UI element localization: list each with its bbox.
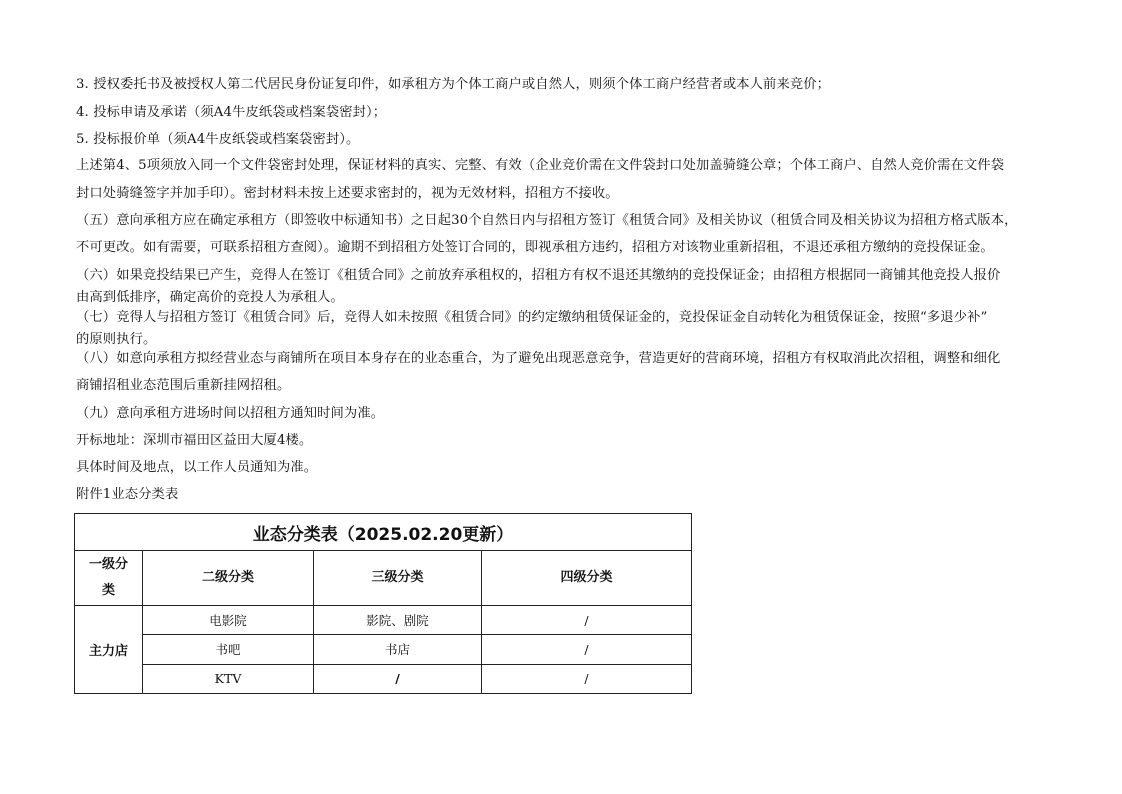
text-line: 不可更改。如有需要，可联系招租方查阅）。逾期不到招租方处签订合同的，即视承租方违约，招租方对该物业重新招租，不退还承租方缴纳的竞投保证金。 xyxy=(76,240,994,255)
table-cell: / xyxy=(482,635,692,664)
text-line: 商铺招租业态范围后重新挂网招租。 xyxy=(76,378,291,393)
text-line: 4. 投标申请及承诺（须A4牛皮纸袋或档案袋密封）； xyxy=(76,105,387,120)
table-cell: 书吧 xyxy=(143,635,314,664)
header-level3: 三级分类 xyxy=(314,551,482,606)
table-row xyxy=(75,606,692,635)
text-line: 3. 授权委托书及被授权人第二代居民身份证复印件，如承租方为个体工商户或自然人，则须个体工商户经营者或本人前来竞价； xyxy=(76,77,831,92)
table-cell: 影院、剧院 xyxy=(314,606,482,635)
text-line: （八）如意向承租方拟经营业态与商铺所在项目本身存在的业态重合，为了避免出现恶意竞争，营造更好的营商环境，招租方有权取消此次招租，调整和细化 xyxy=(76,351,1001,366)
text-line: 封口处骑缝签字并加手印）。密封材料未按上述要求密封的，视为无效材料，招租方不接收。 xyxy=(76,186,619,201)
header-level4: 四级分类 xyxy=(482,551,692,606)
table-row xyxy=(75,664,692,693)
table-cell: 电影院 xyxy=(143,606,314,635)
text-line: （六）如果竞投结果已产生，竞得人在签订《租赁合同》之前放弃承租权的，招租方有权不退还其缴纳的竞投保证金；由招租方根据同一商铺其他竞投人报价 xyxy=(76,268,1001,283)
table-title: 业态分类表（2025.02.20更新） xyxy=(75,514,692,551)
header-level1-line2: 类 xyxy=(101,583,115,599)
text-line: （五）意向承租方应在确定承租方（即签收中标通知书）之日起30个自然日内与招租方签订《租赁合同》及相关协议（租赁合同及相关协议为招租方格式版本， xyxy=(76,213,1018,228)
table-cell: / xyxy=(482,606,692,635)
header-level2: 二级分类 xyxy=(143,551,314,606)
table-row xyxy=(75,635,692,664)
level1-cell: 主力店 xyxy=(75,606,143,694)
text-line: 具体时间及地点，以工作人员通知为准。 xyxy=(76,460,318,475)
text-line: 上述第4、5项须放入同一个文件袋密封处理，保证材料的真实、完整、有效（企业竞价需在文件袋封口处加盖骑缝公章；个体工商户、自然人竞价需在文件袋 xyxy=(76,158,1005,173)
text-line: 由高到低排序，确定高价的竞投人为承租人。 xyxy=(76,290,344,305)
business-category-table xyxy=(74,513,692,694)
text-line: （七）竞得人与招租方签订《租赁合同》后，竞得人如未按照《租赁合同》的约定缴纳租赁保证金的，竞投保证金自动转化为租赁保证金，按照“多退少补” xyxy=(76,310,988,325)
table-cell: / xyxy=(314,664,482,693)
header-level1 xyxy=(75,551,143,606)
text-line: 的原则执行。 xyxy=(76,332,157,347)
text-line: （九）意向承租方进场时间以招租方通知时间为准。 xyxy=(76,406,385,421)
text-line: 开标地址：深圳市福田区益田大厦4楼。 xyxy=(76,433,313,448)
attachment-caption: 附件1业态分类表 xyxy=(76,487,179,502)
table-cell: KTV xyxy=(143,664,314,693)
table-cell: 书店 xyxy=(314,635,482,664)
text-line: 5. 投标报价单（须A4牛皮纸袋或档案袋密封）。 xyxy=(76,132,360,147)
table-cell: / xyxy=(482,664,692,693)
header-level1-line1: 一级分 xyxy=(88,557,128,573)
